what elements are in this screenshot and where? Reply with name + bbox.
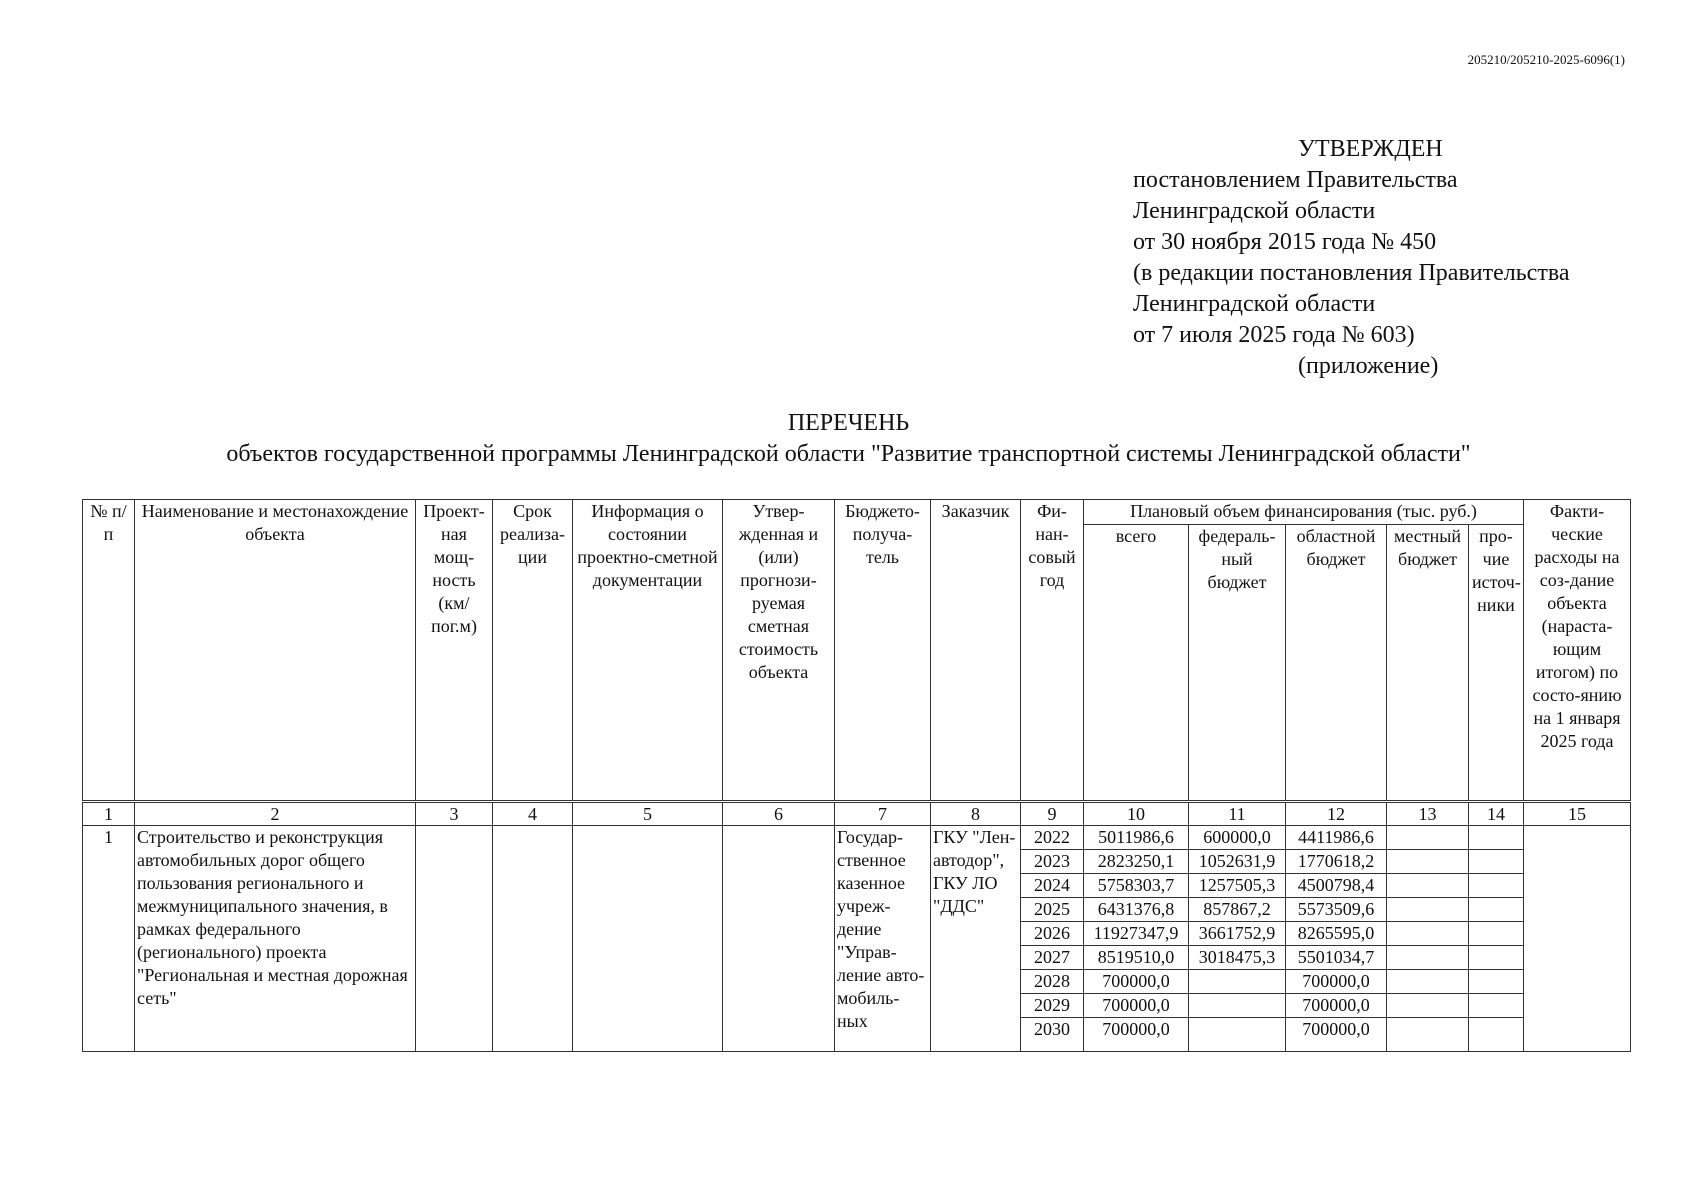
header-name: Наименование и местонахождение объекта xyxy=(135,500,416,802)
local-cell xyxy=(1387,1018,1469,1052)
regional-cell: 700000,0 xyxy=(1286,970,1387,994)
year-cell: 2027 xyxy=(1021,946,1084,970)
doc-info-cell xyxy=(573,826,723,1052)
federal-cell: 600000,0 xyxy=(1189,826,1286,850)
object-name: Строительство и реконструкция автомобильных дорог общего пользования регионального и межмуниципального значения, в рамках федерального (регионального) проекта "Региональная и местная дорожная сеть" xyxy=(135,826,416,1052)
other-cell xyxy=(1469,826,1524,850)
local-cell xyxy=(1387,970,1469,994)
other-cell xyxy=(1469,850,1524,874)
column-number: 1 xyxy=(83,802,135,826)
column-number: 14 xyxy=(1469,802,1524,826)
column-number: 10 xyxy=(1084,802,1189,826)
local-cell xyxy=(1387,946,1469,970)
local-cell xyxy=(1387,898,1469,922)
approval-line: от 30 ноября 2015 года № 450 xyxy=(1133,229,1437,255)
year-cell: 2026 xyxy=(1021,922,1084,946)
other-cell xyxy=(1469,922,1524,946)
capacity-cell xyxy=(416,826,493,1052)
document-title-block xyxy=(0,408,1697,470)
federal-cell xyxy=(1189,994,1286,1018)
header-recipient: Бюджето-получа-тель xyxy=(835,500,931,802)
recipient-cell: Государ-ственное казенное учреж-дение "Управ-ление авто-мобиль-ных xyxy=(835,826,931,1052)
total-cell: 5758303,7 xyxy=(1084,874,1189,898)
other-cell xyxy=(1469,898,1524,922)
approval-appendix: (приложение) xyxy=(1298,353,1439,379)
regional-cell: 700000,0 xyxy=(1286,1018,1387,1052)
year-cell: 2030 xyxy=(1021,1018,1084,1052)
document-code: 205210/205210-2025-6096(1) xyxy=(1467,52,1625,67)
header-year: Фи-нан-совый год xyxy=(1021,500,1084,802)
other-cell xyxy=(1469,874,1524,898)
header-local: местный бюджет xyxy=(1387,525,1469,802)
federal-cell: 3018475,3 xyxy=(1189,946,1286,970)
approval-line: постановлением Правительства xyxy=(1133,167,1458,193)
regional-cell: 5573509,6 xyxy=(1286,898,1387,922)
column-number: 4 xyxy=(493,802,573,826)
year-cell: 2025 xyxy=(1021,898,1084,922)
header-funding: Плановый объем финансирования (тыс. руб.) xyxy=(1084,500,1524,525)
local-cell xyxy=(1387,826,1469,850)
federal-cell: 1257505,3 xyxy=(1189,874,1286,898)
approval-line: Ленинградской области xyxy=(1133,291,1376,317)
column-number: 7 xyxy=(835,802,931,826)
federal-cell xyxy=(1189,970,1286,994)
other-cell xyxy=(1469,994,1524,1018)
federal-cell: 3661752,9 xyxy=(1189,922,1286,946)
other-cell xyxy=(1469,970,1524,994)
column-number: 6 xyxy=(723,802,835,826)
term-cell xyxy=(493,826,573,1052)
regional-cell: 700000,0 xyxy=(1286,994,1387,1018)
total-cell: 2823250,1 xyxy=(1084,850,1189,874)
other-cell xyxy=(1469,946,1524,970)
year-cell: 2029 xyxy=(1021,994,1084,1018)
regional-cell: 5501034,7 xyxy=(1286,946,1387,970)
approval-line: (в редакции постановления Правительства xyxy=(1133,260,1570,286)
column-number: 15 xyxy=(1524,802,1631,826)
header-term: Срок реализа-ции xyxy=(493,500,573,802)
regional-cell: 1770618,2 xyxy=(1286,850,1387,874)
regional-cell: 4411986,6 xyxy=(1286,826,1387,850)
cost-cell xyxy=(723,826,835,1052)
federal-cell: 857867,2 xyxy=(1189,898,1286,922)
column-number: 2 xyxy=(135,802,416,826)
header-customer: Заказчик xyxy=(931,500,1021,802)
header-federal: федераль-ный бюджет xyxy=(1189,525,1286,802)
local-cell xyxy=(1387,994,1469,1018)
objects-table xyxy=(82,499,1631,1052)
header-cost: Утвер-жденная и (или) прогнози-руемая сметная стоимость объекта xyxy=(723,500,835,802)
column-number: 11 xyxy=(1189,802,1286,826)
header-total: всего xyxy=(1084,525,1189,802)
federal-cell: 1052631,9 xyxy=(1189,850,1286,874)
approval-line: от 7 июля 2025 года № 603) xyxy=(1133,322,1415,348)
header-doc-info: Информация о состоянии проектно-сметной документации xyxy=(573,500,723,802)
approval-stamp xyxy=(1133,134,1570,382)
column-number: 9 xyxy=(1021,802,1084,826)
total-cell: 6431376,8 xyxy=(1084,898,1189,922)
approval-head: УТВЕРЖДЕН xyxy=(1298,136,1443,162)
year-cell: 2023 xyxy=(1021,850,1084,874)
approval-line: Ленинградской области xyxy=(1133,198,1376,224)
column-number: 12 xyxy=(1286,802,1387,826)
actual-cell xyxy=(1524,826,1631,1052)
local-cell xyxy=(1387,874,1469,898)
total-cell: 11927347,9 xyxy=(1084,922,1189,946)
column-number: 13 xyxy=(1387,802,1469,826)
total-cell: 8519510,0 xyxy=(1084,946,1189,970)
regional-cell: 4500798,4 xyxy=(1286,874,1387,898)
federal-cell xyxy=(1189,1018,1286,1052)
header-actual: Факти-ческие расходы на соз-дание объекта (нараста-ющим итогом) по состо-янию на 1 января 2025 года xyxy=(1524,500,1631,802)
total-cell: 700000,0 xyxy=(1084,994,1189,1018)
document-title: ПЕРЕЧЕНЬ xyxy=(787,410,910,436)
header-capacity: Проект-ная мощ-ность (км/ пог.м) xyxy=(416,500,493,802)
column-number: 5 xyxy=(573,802,723,826)
total-cell: 700000,0 xyxy=(1084,1018,1189,1052)
year-cell: 2024 xyxy=(1021,874,1084,898)
column-number: 3 xyxy=(416,802,493,826)
year-cell: 2022 xyxy=(1021,826,1084,850)
header-other: про-чие источ-ники xyxy=(1469,525,1524,802)
local-cell xyxy=(1387,850,1469,874)
row-number: 1 xyxy=(83,826,135,1052)
column-number: 8 xyxy=(931,802,1021,826)
total-cell: 700000,0 xyxy=(1084,970,1189,994)
header-no: № п/п xyxy=(83,500,135,802)
total-cell: 5011986,6 xyxy=(1084,826,1189,850)
header-regional: областной бюджет xyxy=(1286,525,1387,802)
year-cell: 2028 xyxy=(1021,970,1084,994)
other-cell xyxy=(1469,1018,1524,1052)
regional-cell: 8265595,0 xyxy=(1286,922,1387,946)
customer-cell: ГКУ "Лен-автодор", ГКУ ЛО "ДДС" xyxy=(931,826,1021,1052)
local-cell xyxy=(1387,922,1469,946)
document-subtitle: объектов государственной программы Ленинградской области "Развитие транспортной системы Ленинградской области" xyxy=(226,441,1471,467)
